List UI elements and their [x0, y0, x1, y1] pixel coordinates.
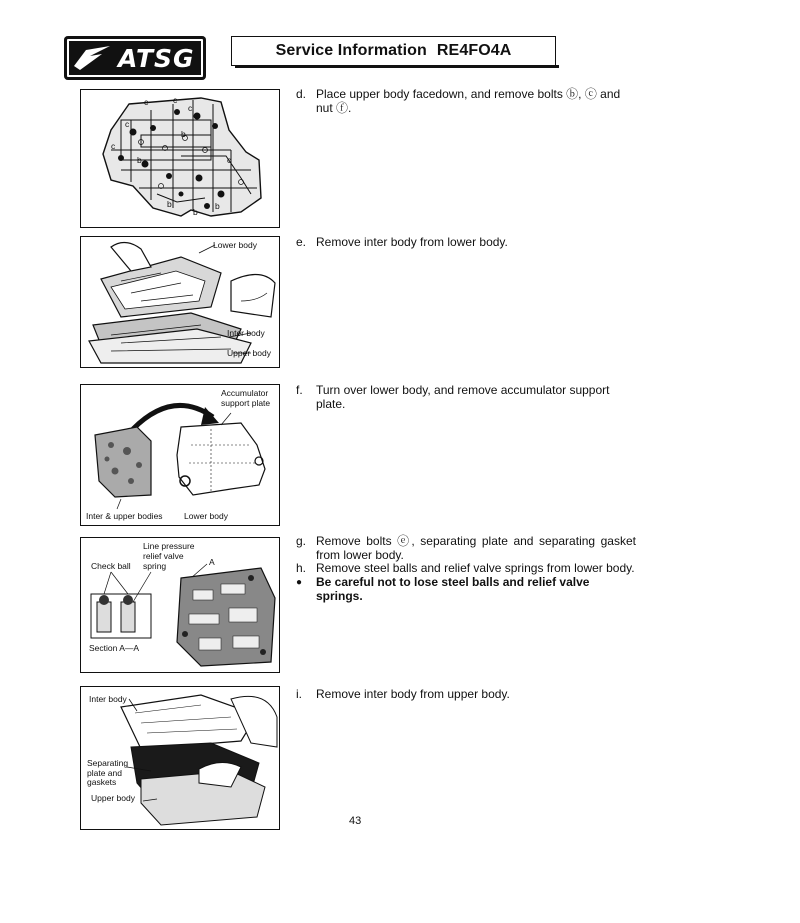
step-e	[296, 236, 636, 250]
line-pressure-relief-valve-label: Line pressure relief valve	[143, 541, 195, 561]
step-text: Turn over lower body, and remove accumulator support plate.	[316, 383, 610, 411]
step-text: Place upper body facedown, and remove bolts ⓑ, ⓒ and nut ⓕ.	[316, 87, 621, 115]
bullet-marker: ●	[296, 577, 303, 588]
upper-body-label: Upper body	[91, 793, 135, 803]
step-marker: g.	[296, 534, 307, 548]
page-number: 43	[349, 815, 362, 827]
step-text: Remove steel balls and relief valve springs from lower body.	[316, 561, 635, 575]
figure-1-label: b	[181, 129, 186, 139]
lower-body-label: Lower body	[213, 240, 257, 250]
figure-accumulator-support-plate	[80, 384, 280, 526]
check-ball-label: Check ball	[91, 561, 131, 571]
step-h	[296, 562, 636, 576]
step-d	[296, 88, 636, 115]
inter-body-label: Inter body	[227, 328, 265, 338]
figure-1-label: c	[125, 119, 130, 129]
figure-1-label: c	[188, 103, 193, 113]
figure-1-label: c	[227, 155, 232, 165]
header-title-text: Service Information	[275, 42, 427, 59]
section-marker-label: A	[209, 557, 215, 567]
step-text: Remove inter body from lower body.	[316, 235, 508, 249]
step-i	[296, 688, 636, 702]
figure-1-label: b	[167, 199, 172, 209]
step-marker: h.	[296, 561, 307, 575]
step-caution	[296, 576, 636, 603]
valve-body-top-illustration	[81, 90, 279, 227]
figure-separating-bodies	[80, 236, 280, 368]
step-text: Remove inter body from upper body.	[316, 687, 510, 701]
header-box	[231, 36, 556, 66]
logo-text: ATSG	[118, 43, 195, 73]
figure-check-balls-relief-springs	[80, 537, 280, 673]
step-marker: e.	[296, 235, 307, 249]
step-marker: i.	[296, 687, 302, 701]
accumulator-support-plate-label: Accumulator support plate	[221, 388, 271, 408]
step-marker: d.	[296, 87, 307, 101]
atsg-swoosh-icon	[72, 44, 112, 72]
lower-body-label: Lower body	[184, 511, 228, 521]
inter-upper-bodies-label: Inter & upper bodies	[86, 511, 163, 521]
caution-text: Be careful not to lose steel balls and relief valve springs.	[316, 575, 590, 603]
figure-1-label: c	[144, 97, 149, 107]
figure-1-label: b	[193, 207, 198, 217]
figure-valve-body-top-view	[80, 89, 280, 228]
step-marker: f.	[296, 383, 303, 397]
upper-body-label: Upper body	[227, 348, 271, 358]
spring-label: spring	[143, 561, 167, 571]
step-text: Remove bolts ⓔ, separating plate and separating gasket from lower body.	[316, 534, 636, 562]
figure-1-label: b	[215, 201, 220, 211]
header-title	[276, 42, 512, 60]
header-model: RE4FO4A	[436, 42, 512, 59]
inter-body-label: Inter body	[89, 694, 127, 704]
separating-plate-gaskets-label: Separating plate and gaskets	[87, 758, 129, 787]
figure-inter-body-from-upper-body	[80, 686, 280, 830]
step-g	[296, 535, 636, 562]
figure-1-label: c	[173, 95, 178, 105]
section-a-a-label: Section A—A	[89, 643, 140, 653]
atsg-logo	[64, 36, 206, 80]
step-f	[296, 384, 636, 411]
figure-1-label: b	[137, 155, 142, 165]
figure-1-label: c	[111, 141, 116, 151]
